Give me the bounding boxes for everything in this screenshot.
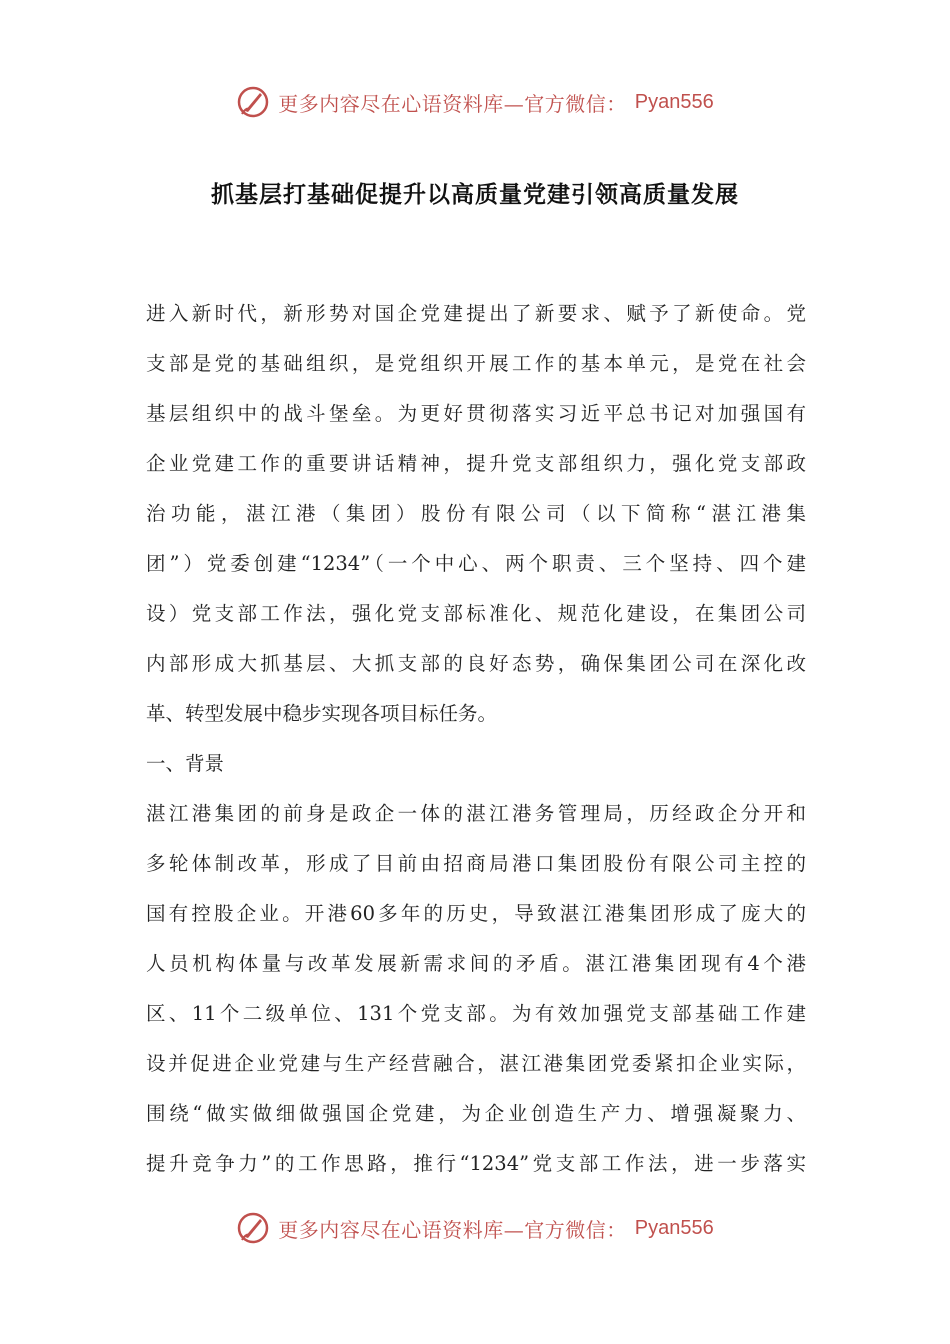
document-body [146, 289, 806, 1189]
text-line: 革、转型发展中稳步实现各项目标任务。 [146, 702, 498, 725]
text-line: 企业党建工作的重要讲话精神，提升党支部组织力，强化党支部政 [146, 452, 806, 475]
text-line: 治功能，湛江港（集团）股份有限公司（以下简称“湛江港集 [146, 502, 806, 525]
footer-banner [0, 1208, 950, 1248]
quill-logo-icon [236, 85, 270, 119]
text-line: 团”）党委创建“1234”（一个中心、两个职责、三个坚持、四个建 [146, 552, 806, 575]
text-line: 区、11个二级单位、131个党支部。为有效加强党支部基础工作建 [146, 1002, 806, 1025]
text-line: 设并促进企业党建与生产经营融合，湛江港集团党委紧扣企业实际， [146, 1052, 806, 1075]
text-line: 多轮体制改革，形成了目前由招商局港口集团股份有限公司主控的 [146, 852, 806, 875]
banner-text: 更多内容尽在心语资料库—官方微信： [278, 1217, 627, 1242]
text-line: 进入新时代，新形势对国企党建提出了新要求、赋予了新使命。党 [146, 302, 806, 325]
banner-wechat-account: Pyan556 [634, 90, 714, 113]
text-line: 基层组织中的战斗堡垒。为更好贯彻落实习近平总书记对加强国有 [146, 402, 806, 425]
quill-logo-icon [236, 1211, 270, 1245]
text-line: 支部是党的基础组织，是党组织开展工作的基本单元，是党在社会 [146, 352, 806, 375]
text-line: 围绕“做实做细做强国企党建，为企业创造生产力、增强凝聚力、 [146, 1102, 806, 1125]
header-banner [0, 82, 950, 122]
section-heading: 一、背景 [146, 752, 225, 775]
text-line: 提升竞争力”的工作思路，推行“1234”党支部工作法，进一步落实 [146, 1152, 806, 1175]
text-line: 国有控股企业。开港60多年的历史，导致湛江港集团形成了庞大的 [146, 902, 806, 925]
text-line: 人员机构体量与改革发展新需求间的矛盾。湛江港集团现有4个港 [146, 952, 806, 975]
banner-text: 更多内容尽在心语资料库—官方微信： [278, 91, 627, 116]
text-line: 湛江港集团的前身是政企一体的湛江港务管理局，历经政企分开和 [146, 802, 806, 825]
text-line: 内部形成大抓基层、大抓支部的良好态势，确保集团公司在深化改 [146, 652, 806, 675]
banner-wechat-account: Pyan556 [634, 1216, 714, 1239]
document-title: 抓基层打基础促提升以高质量党建引领高质量发展 [211, 182, 739, 208]
text-line: 设）党支部工作法，强化党支部标准化、规范化建设，在集团公司 [146, 602, 806, 625]
